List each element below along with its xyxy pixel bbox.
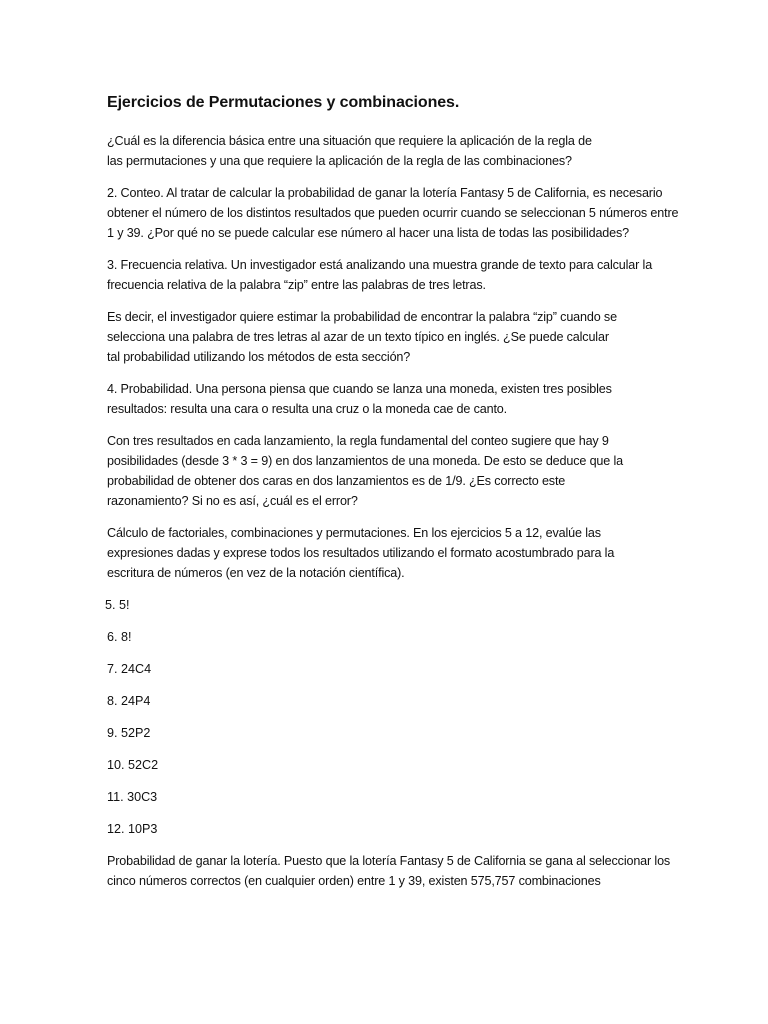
exercise-item: 7. 24C4 [107, 662, 152, 676]
exercise-item: 5. 5! [105, 598, 130, 612]
exercises-instructions-paragraph: Cálculo de factoriales, combinaciones y permutaciones. En los ejercicios 5 a 12, evalúe las expresiones dadas y exprese todos los resultados utilizando el formato acostumbrado para la escritura de números (en vez de la notación científica). [107, 526, 615, 580]
exercise-3-paragraph: 3. Frecuencia relativa. Un investigador está analizando una muestra grande de texto para calcular la frecuencia relativa de la palabra “zip” entre las palabras de tres letras. [107, 258, 653, 292]
exercise-3-continuation-paragraph: Es decir, el investigador quiere estimar la probabilidad de encontrar la palabra “zip” cuando se selecciona una palabra de tres letras al azar de un texto típico en inglés. ¿Se puede calcular tal probabilidad utilizando los métodos de esta sección? [107, 310, 617, 364]
document-page [105, 92, 679, 903]
exercise-item: 10. 52C2 [107, 758, 159, 772]
lottery-paragraph: Probabilidad de ganar la lotería. Puesto que la lotería Fantasy 5 de California se gana al seleccionar los cinco números correctos (en cualquier orden) entre 1 y 39, existen 575,757 combinaciones [107, 854, 671, 888]
question-paragraph: ¿Cuál es la diferencia básica entre una situación que requiere la aplicación de la regla de las permutaciones y una que requiere la aplicación de la regla de las combinaciones? [107, 134, 592, 168]
exercise-4-paragraph: 4. Probabilidad. Una persona piensa que cuando se lanza una moneda, existen tres posibles resultados: resulta una cara o resulta una cruz o la moneda cae de canto. [107, 382, 612, 416]
exercise-item: 12. 10P3 [107, 822, 158, 836]
exercise-2-paragraph: 2. Conteo. Al tratar de calcular la probabilidad de ganar la lotería Fantasy 5 de California, es necesario obtener el número de los distintos resultados que pueden ocurrir cuando se seleccionan 5 números entre 1 y 39. ¿Por qué no se puede calcular ese número al hacer una lista de todas las posibilidades? [107, 186, 679, 240]
exercise-item: 8. 24P4 [107, 694, 151, 708]
exercise-4-continuation-paragraph: Con tres resultados en cada lanzamiento, la regla fundamental del conteo sugiere que hay 9 posibilidades (desde 3 * 3 = 9) en dos lanzamientos de una moneda. De esto se deduce que la probabilidad de obtener dos caras en dos lanzamientos es de 1/9. ¿Es correcto este razonamiento? Si no es así, ¿cuál es el error? [107, 434, 623, 508]
exercise-item: 6. 8! [107, 630, 132, 644]
document-title: Ejercicios de Permutaciones y combinaciones. [107, 94, 460, 111]
exercise-item: 11. 30C3 [107, 790, 158, 804]
exercise-item: 9. 52P2 [107, 726, 151, 740]
